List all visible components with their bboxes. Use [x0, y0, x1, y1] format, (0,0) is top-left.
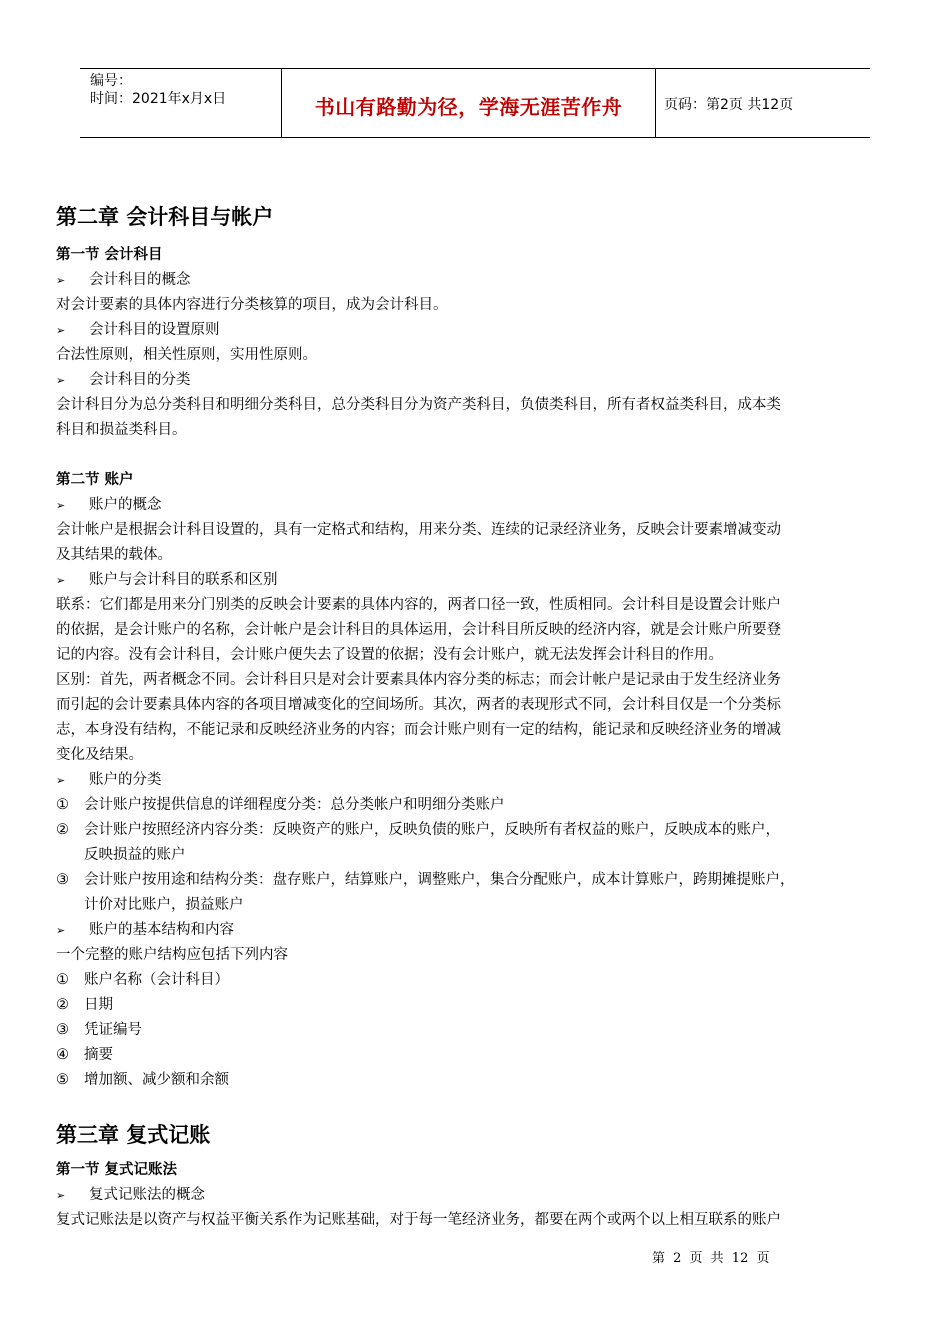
section-title: 第一节 复式记账法	[56, 1162, 178, 1178]
chapter-title: 第三章 复式记账	[56, 1123, 211, 1147]
bullet-item: ➢ 复式记账法的概念	[56, 1183, 896, 1208]
bullet-arrow-icon: ➢	[56, 324, 66, 337]
paragraph-line: 复式记账法是以资产与权益平衡关系作为记账基础，对于每一笔经济业务，都要在两个或两个以上相互联系的账户	[56, 1212, 781, 1228]
paragraph-line: 联系：它们都是用来分门别类的反映会计要素的具体内容的，两者口径一致，性质相同。会计科目是设置会计账户	[56, 597, 781, 613]
list-item: ③ 凭证编号	[56, 1022, 142, 1038]
bullet-arrow-icon: ➢	[56, 574, 66, 587]
number-label: 编号：	[90, 73, 132, 89]
header-page-cell	[656, 69, 870, 137]
bullet-item: ➢ 会计科目的设置原则	[56, 318, 896, 343]
bullet-arrow-icon: ➢	[56, 274, 66, 287]
bullet-arrow-icon: ➢	[56, 499, 66, 512]
bullet-arrow-icon: ➢	[56, 374, 66, 387]
bullet-item: ➢ 账户的分类	[56, 768, 896, 793]
list-item: ④ 摘要	[56, 1047, 113, 1063]
paragraph-line: 记的内容。没有会计科目，会计账户便失去了设置的依据；没有会计账户，就无法发挥会计科目的作用。	[56, 647, 723, 663]
header-meta-cell	[80, 69, 280, 137]
bullet-item: ➢ 账户与会计科目的联系和区别	[56, 568, 896, 593]
page-info: 页码：第2页 共12页	[664, 97, 794, 113]
motto: 书山有路勤为径，学海无涯苦作舟	[314, 95, 623, 119]
bullet-item: ➢ 会计科目的分类	[56, 368, 896, 393]
numbered-item: ③ 会计账户按用途和结构分类：盘存账户，结算账户，调整账户，集合分配账户，成本计算账户，跨期摊提账户， 计价对比账户，损益账户	[56, 872, 795, 913]
bullet-arrow-icon: ➢	[56, 924, 66, 937]
paragraph-line: 的依据，是会计账户的名称，会计帐户是会计科目的具体运用，会计科目所反映的经济内容，就是会计账户所要登	[56, 622, 781, 638]
chapter-title: 第二章 会计科目与帐户	[56, 205, 274, 229]
bullet-arrow-icon: ➢	[56, 1189, 66, 1202]
list-item: ② 日期	[56, 997, 113, 1013]
bullet-item: ➢ 账户的概念	[56, 493, 896, 518]
section-title: 第二节 账户	[56, 472, 134, 488]
paragraph-line: 志，本身没有结构，不能记录和反映经济业务的内容；而会计账户则有一定的结构，能记录和反映经济业务的增减	[56, 722, 781, 738]
paragraph-line: 变化及结果。	[56, 747, 143, 763]
header-motto-cell	[281, 69, 656, 137]
header-table	[80, 68, 870, 138]
bullet-arrow-icon: ➢	[56, 774, 66, 787]
document-body	[56, 203, 896, 1233]
paragraph-line: 会计帐户是根据会计科目设置的，具有一定格式和结构，用来分类、连续的记录经济业务，反映会计要素增减变动	[56, 522, 781, 538]
bullet-item: ➢ 会计科目的概念	[56, 268, 896, 293]
paragraph-line: 会计科目分为总分类科目和明细分类科目，总分类科目分为资产类科目，负债类科目，所有者权益类科目，成本类	[56, 397, 781, 413]
paragraph-line: 区别：首先，两者概念不同。会计科目只是对会计要素具体内容分类的标志；而会计帐户是记录由于发生经济业务	[56, 672, 781, 688]
paragraph: 一个完整的账户结构应包括下列内容	[56, 947, 288, 963]
page-footer: 第 2 页 共 12 页	[652, 1251, 770, 1266]
paragraph-line: 及其结果的载体。	[56, 547, 172, 563]
numbered-item: ② 会计账户按照经济内容分类：反映资产的账户，反映负债的账户，反映所有者权益的账户，反映成本的账户， 反映损益的账户	[56, 822, 780, 863]
section-title: 第一节 会计科目	[56, 247, 163, 263]
paragraph-line: 而引起的会计要素具体内容的各项目增减变化的空间场所。其次，两者的表现形式不同，会计科目仅是一个分类标	[56, 697, 781, 713]
paragraph: 合法性原则，相关性原则，实用性原则。	[56, 347, 317, 363]
date-label: 时间：2021年x月x日	[90, 91, 227, 107]
numbered-item: ① 会计账户按提供信息的详细程度分类：总分类帐户和明细分类账户	[56, 797, 505, 813]
list-item: ⑤ 增加额、减少额和余额	[56, 1072, 229, 1088]
bullet-item: ➢ 账户的基本结构和内容	[56, 918, 896, 943]
list-item: ① 账户名称（会计科目）	[56, 972, 229, 988]
paragraph: 对会计要素的具体内容进行分类核算的项目，成为会计科目。	[56, 297, 448, 313]
paragraph-line: 科目和损益类科目。	[56, 422, 187, 438]
